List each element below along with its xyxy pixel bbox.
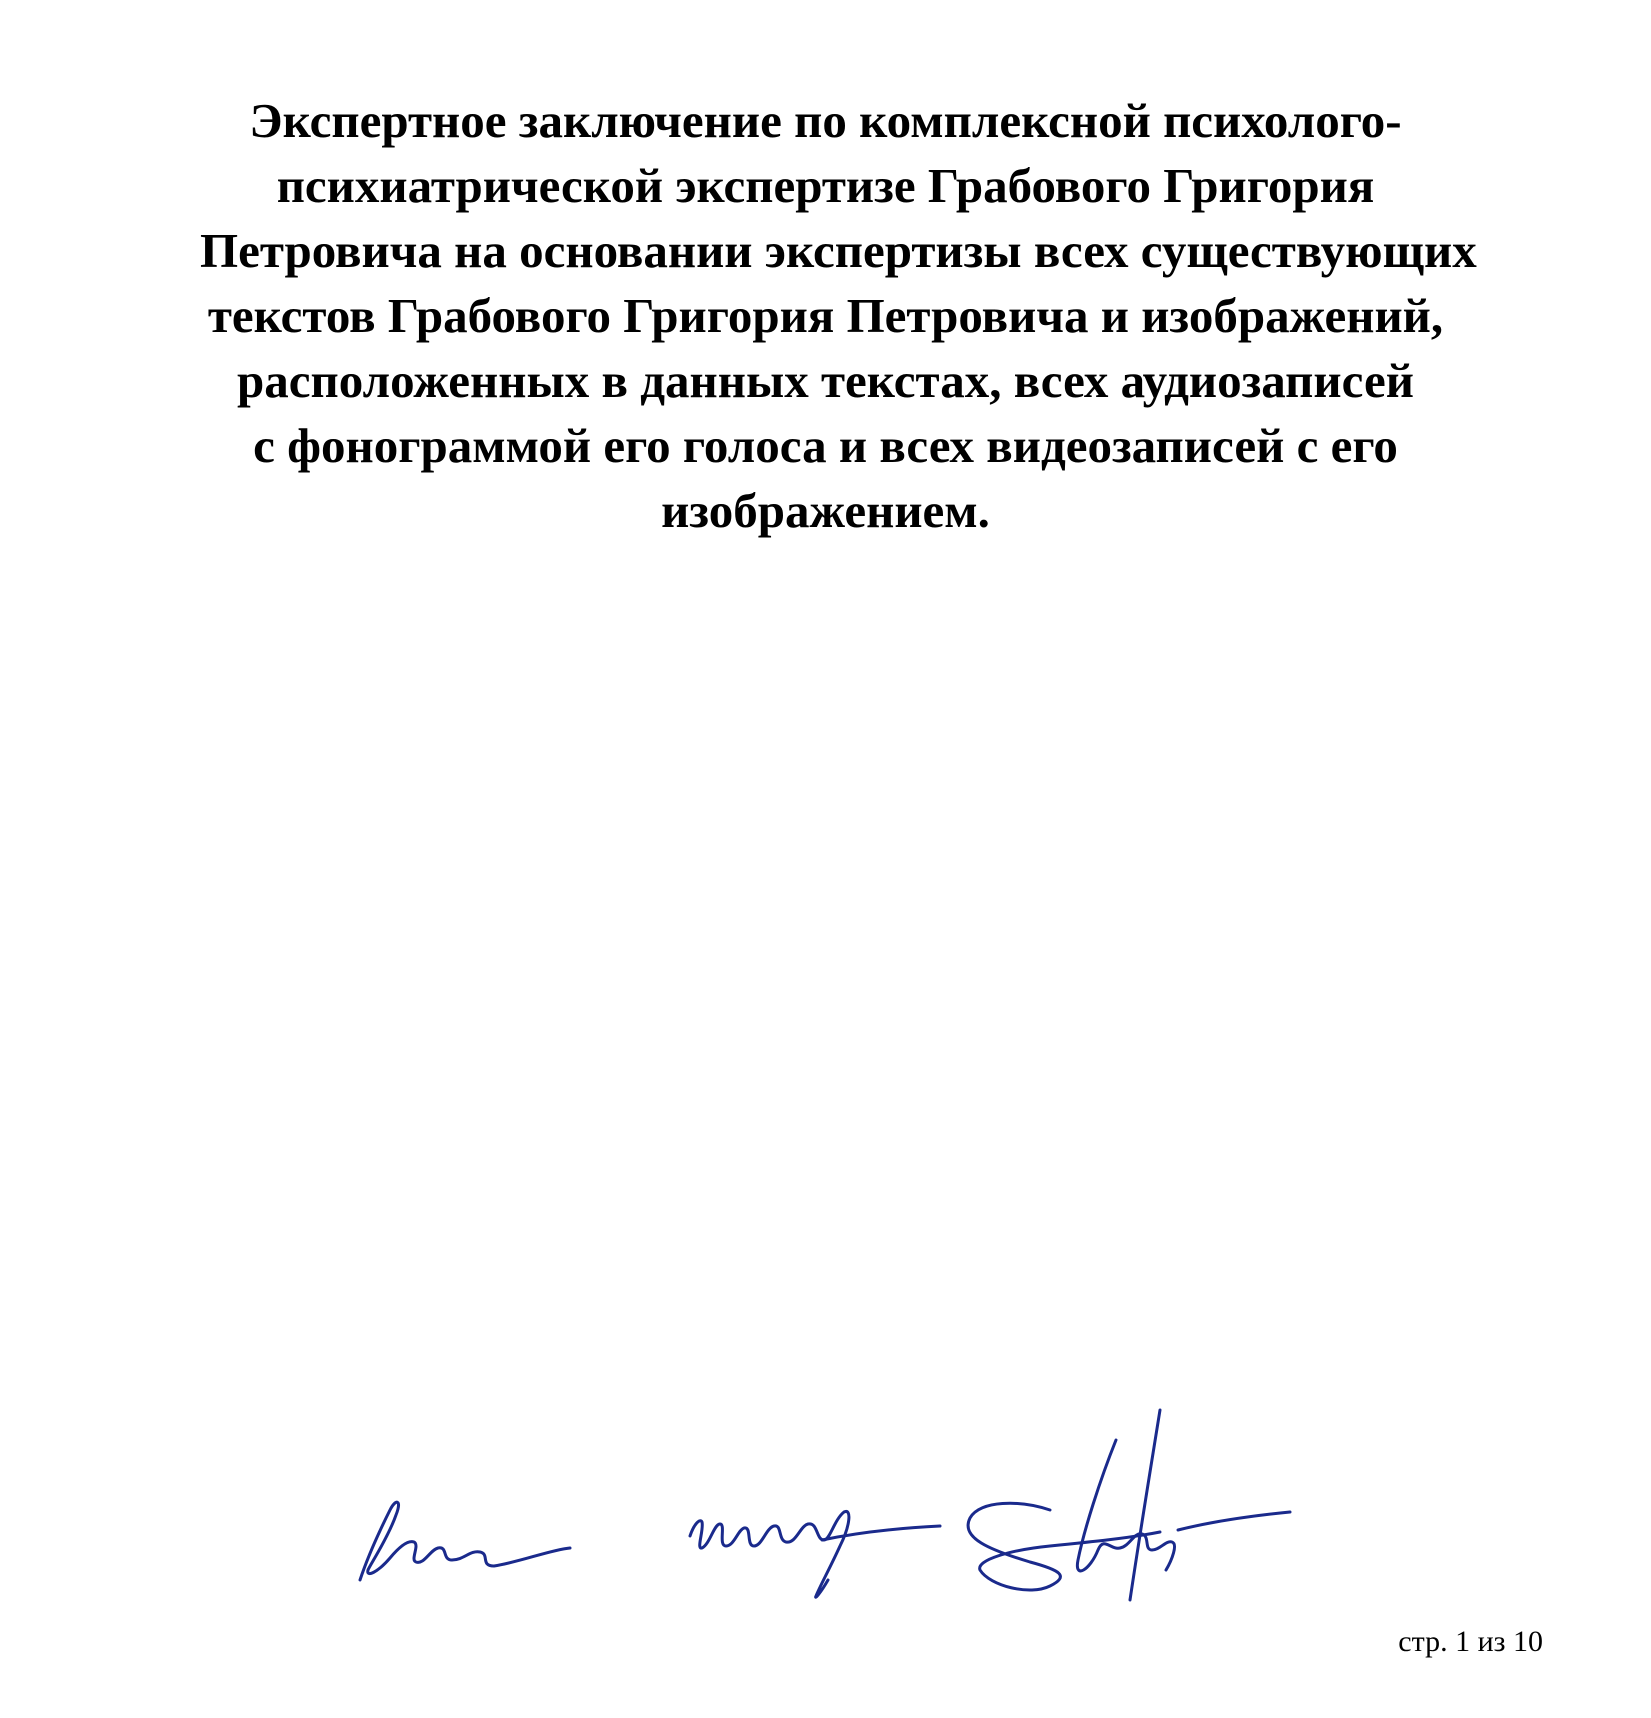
title-line: расположенных в данных текстах, всех аудиозаписей (237, 353, 1414, 408)
signature-3 (968, 1410, 1290, 1600)
page-number: стр. 1 из 10 (1398, 1625, 1543, 1658)
signatures-svg (330, 1400, 1450, 1640)
title-line: изображением. (661, 483, 990, 538)
signature-2 (690, 1511, 940, 1597)
title-line: Экспертное заключение по комплексной психолого- (249, 93, 1402, 148)
title-line: Петровича на основании экспертизы всех существующих (200, 223, 1477, 278)
signatures-area (330, 1400, 1450, 1640)
title-line: текстов Грабового Григория Петровича и изображений, (207, 288, 1444, 343)
document-title (200, 88, 1477, 543)
title-line: с фонограммой его голоса и всех видеозаписей с его (253, 418, 1398, 473)
title-line: психиатрической экспертизе Грабового Григория (276, 158, 1375, 213)
signature-1 (360, 1502, 570, 1580)
